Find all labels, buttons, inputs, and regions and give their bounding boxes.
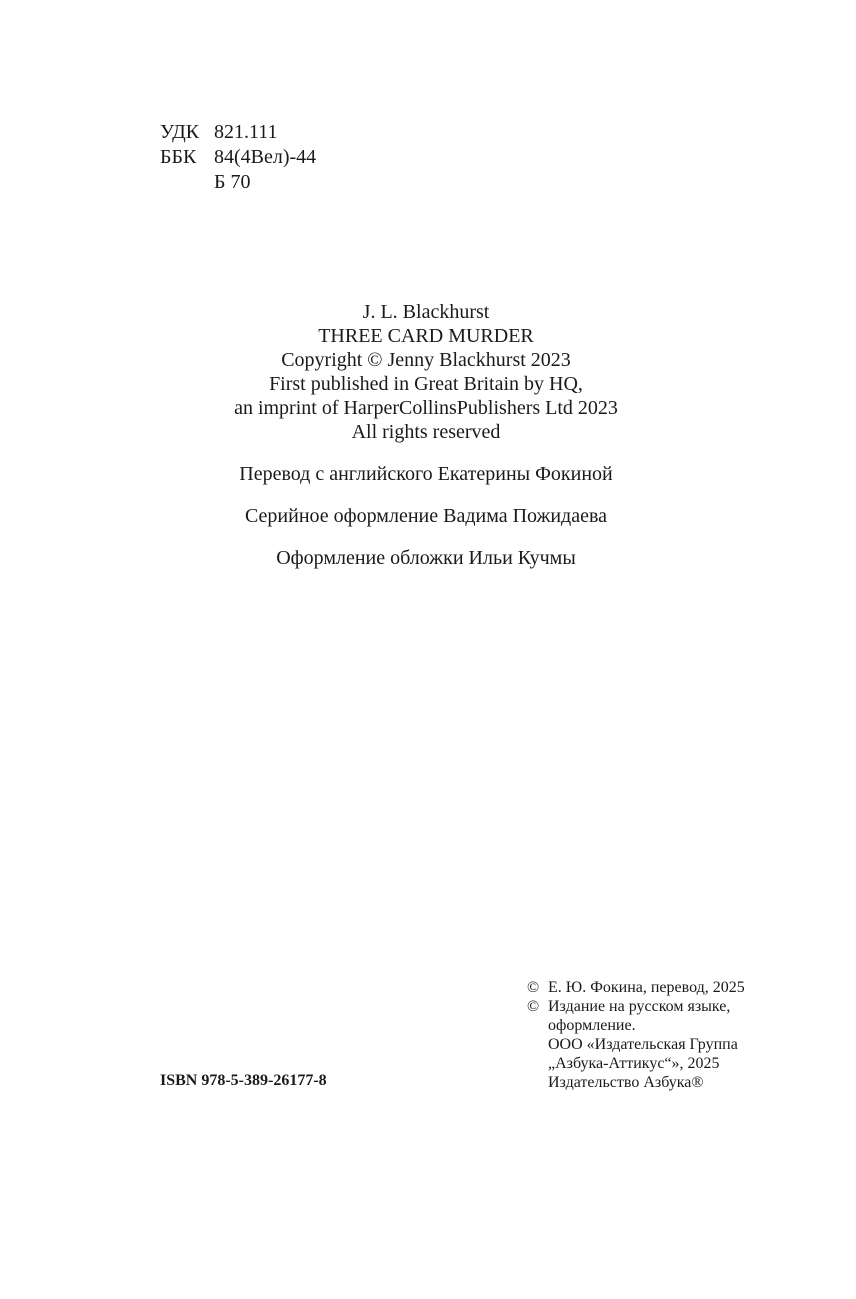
bbk-row xyxy=(160,145,316,170)
edition-line: Издательство Азбука® xyxy=(548,1074,704,1091)
copyright-symbol: © xyxy=(527,998,540,1015)
original-published-line-2: an imprint of HarperCollinsPublishers Ltd 2023 xyxy=(234,397,618,419)
udk-value: 821.111 xyxy=(214,121,278,143)
edition-line: оформление. xyxy=(548,1017,636,1034)
original-title: THREE CARD MURDER xyxy=(318,325,534,347)
original-copyright: Copyright © Jenny Blackhurst 2023 xyxy=(281,349,571,371)
bbk-value: 84(4Вел)-44 xyxy=(214,146,317,168)
rights-reserved: All rights reserved xyxy=(351,421,501,443)
translation-copyright-text: Е. Ю. Фокина, перевод, 2025 xyxy=(548,979,745,996)
copyright-block xyxy=(527,978,745,1092)
classification-block xyxy=(160,120,316,195)
series-design-credit: Серийное оформление Вадима Пожидаева xyxy=(244,505,608,527)
bbk-label: ББК xyxy=(160,146,197,168)
isbn: ISBN 978-5-389-26177-8 xyxy=(160,1072,327,1089)
original-author: J. L. Blackhurst xyxy=(362,301,490,323)
original-published-line-1: First published in Great Britain by HQ, xyxy=(269,373,583,395)
udk-label: УДК xyxy=(160,121,200,143)
copyright-symbol: © xyxy=(527,979,540,996)
udk-row xyxy=(160,120,316,145)
cover-design-credit: Оформление обложки Ильи Кучмы xyxy=(276,547,576,569)
edition-line: Издание на русском языке, xyxy=(548,998,731,1015)
translation-copyright xyxy=(527,978,745,997)
edition-copyright xyxy=(527,997,745,1092)
author-mark: Б 70 xyxy=(214,171,251,193)
edition-line: „Азбука-Аттикус“», 2025 xyxy=(548,1055,720,1072)
author-mark-row xyxy=(160,170,316,195)
credits-block xyxy=(0,300,856,570)
translation-credit: Перевод с английского Екатерины Фокиной xyxy=(239,463,613,485)
edition-line: ООО «Издательская Группа xyxy=(548,1036,738,1053)
